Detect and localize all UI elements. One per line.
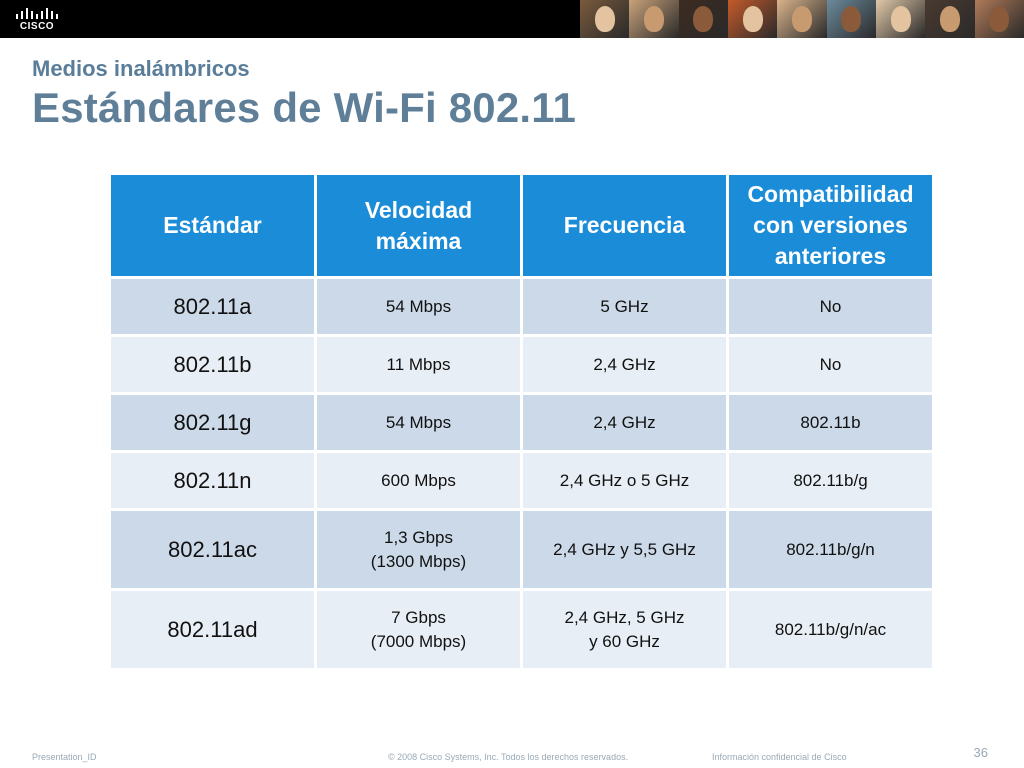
header-text-line: con versiones <box>753 212 908 238</box>
footer-copyright: © 2008 Cisco Systems, Inc. Todos los derechos reservados. <box>388 752 629 762</box>
table-row <box>110 278 934 336</box>
header-text-line: Estándar <box>163 212 262 238</box>
cell-frecuencia <box>522 510 728 590</box>
table-body <box>110 278 934 670</box>
table-row <box>110 336 934 394</box>
table-row <box>110 510 934 590</box>
person-photo <box>777 0 826 38</box>
page-number: 36 <box>973 745 988 760</box>
cell-text-line: 600 Mbps <box>381 470 456 490</box>
cell-estandar: 802.11b <box>110 336 316 394</box>
cell-estandar: 802.11n <box>110 452 316 510</box>
person-photo <box>580 0 629 38</box>
cell-text-line: 11 Mbps <box>386 354 451 374</box>
cell-velocidad <box>316 336 522 394</box>
slide-title: Estándares de Wi-Fi 802.11 <box>32 84 577 131</box>
slide-subtitle: Medios inalámbricos <box>32 56 250 81</box>
header-text-line: Frecuencia <box>563 212 686 238</box>
cell-velocidad <box>316 452 522 510</box>
cell-text-line: 54 Mbps <box>385 412 452 432</box>
person-photo <box>876 0 925 38</box>
cell-text-line: (1300 Mbps) <box>370 551 467 571</box>
cell-text-line: 2,4 GHz o 5 GHz <box>559 470 690 490</box>
cell-compatibilidad: 802.11b <box>728 394 934 452</box>
header-frecuencia <box>522 174 728 278</box>
cisco-bars-icon <box>14 6 60 20</box>
cell-velocidad <box>316 590 522 670</box>
header-estandar <box>110 174 316 278</box>
table-row <box>110 590 934 670</box>
header-text-line: Compatibilidad <box>747 181 914 207</box>
person-photo <box>629 0 678 38</box>
person-face-icon <box>940 6 960 32</box>
person-photo <box>679 0 728 38</box>
person-face-icon <box>743 6 763 32</box>
cell-text-line: 5 GHz <box>600 296 649 316</box>
person-face-icon <box>989 6 1009 32</box>
cell-compatibilidad: 802.11b/g <box>728 452 934 510</box>
cell-compatibilidad: No <box>728 278 934 336</box>
person-photo <box>728 0 777 38</box>
footer-confidential: Información confidencial de Cisco <box>712 752 847 762</box>
cell-text-line: 2,4 GHz, 5 GHz <box>564 607 685 627</box>
person-photo <box>925 0 974 38</box>
cell-compatibilidad: 802.11b/g/n/ac <box>728 590 934 670</box>
cell-text-line: 1,3 Gbps <box>384 527 453 547</box>
cell-frecuencia <box>522 394 728 452</box>
cell-text-line: y 60 GHz <box>589 631 660 651</box>
cell-velocidad <box>316 510 522 590</box>
cell-velocidad <box>316 394 522 452</box>
person-face-icon <box>891 6 911 32</box>
top-banner <box>0 0 1024 38</box>
cell-compatibilidad: 802.11b/g/n <box>728 510 934 590</box>
person-face-icon <box>644 6 664 32</box>
cell-text-line: 7 Gbps <box>391 607 446 627</box>
header-text-line: anteriores <box>774 243 887 269</box>
person-photo <box>827 0 876 38</box>
cell-frecuencia <box>522 336 728 394</box>
cell-compatibilidad: No <box>728 336 934 394</box>
cell-velocidad <box>316 278 522 336</box>
person-photo <box>975 0 1024 38</box>
cell-frecuencia <box>522 278 728 336</box>
header-compatibilidad <box>728 174 934 278</box>
cell-estandar: 802.11g <box>110 394 316 452</box>
table-row <box>110 394 934 452</box>
table-row <box>110 452 934 510</box>
person-face-icon <box>792 6 812 32</box>
cell-text-line: (7000 Mbps) <box>370 631 467 651</box>
cell-text-line: 2,4 GHz <box>593 412 656 432</box>
header-text-line: máxima <box>375 227 462 254</box>
person-face-icon <box>841 6 861 32</box>
footer-presentation-id: Presentation_ID <box>32 752 97 762</box>
cell-text-line: 54 Mbps <box>385 296 452 316</box>
cell-text-line: 2,4 GHz <box>593 354 656 374</box>
table-header-row <box>110 174 934 278</box>
wifi-standards-table <box>108 172 935 671</box>
person-face-icon <box>693 6 713 32</box>
cell-estandar: 802.11ad <box>110 590 316 670</box>
cell-estandar: 802.11a <box>110 278 316 336</box>
header-text-line: Velocidad <box>364 196 473 223</box>
cell-frecuencia <box>522 452 728 510</box>
person-face-icon <box>595 6 615 32</box>
cell-text-line: 2,4 GHz y 5,5 GHz <box>553 539 696 559</box>
cisco-logo-text: CISCO <box>19 21 55 32</box>
cisco-logo <box>14 6 60 34</box>
cell-frecuencia <box>522 590 728 670</box>
header-velocidad <box>316 174 522 278</box>
people-photo-strip <box>580 0 1024 38</box>
cell-estandar: 802.11ac <box>110 510 316 590</box>
